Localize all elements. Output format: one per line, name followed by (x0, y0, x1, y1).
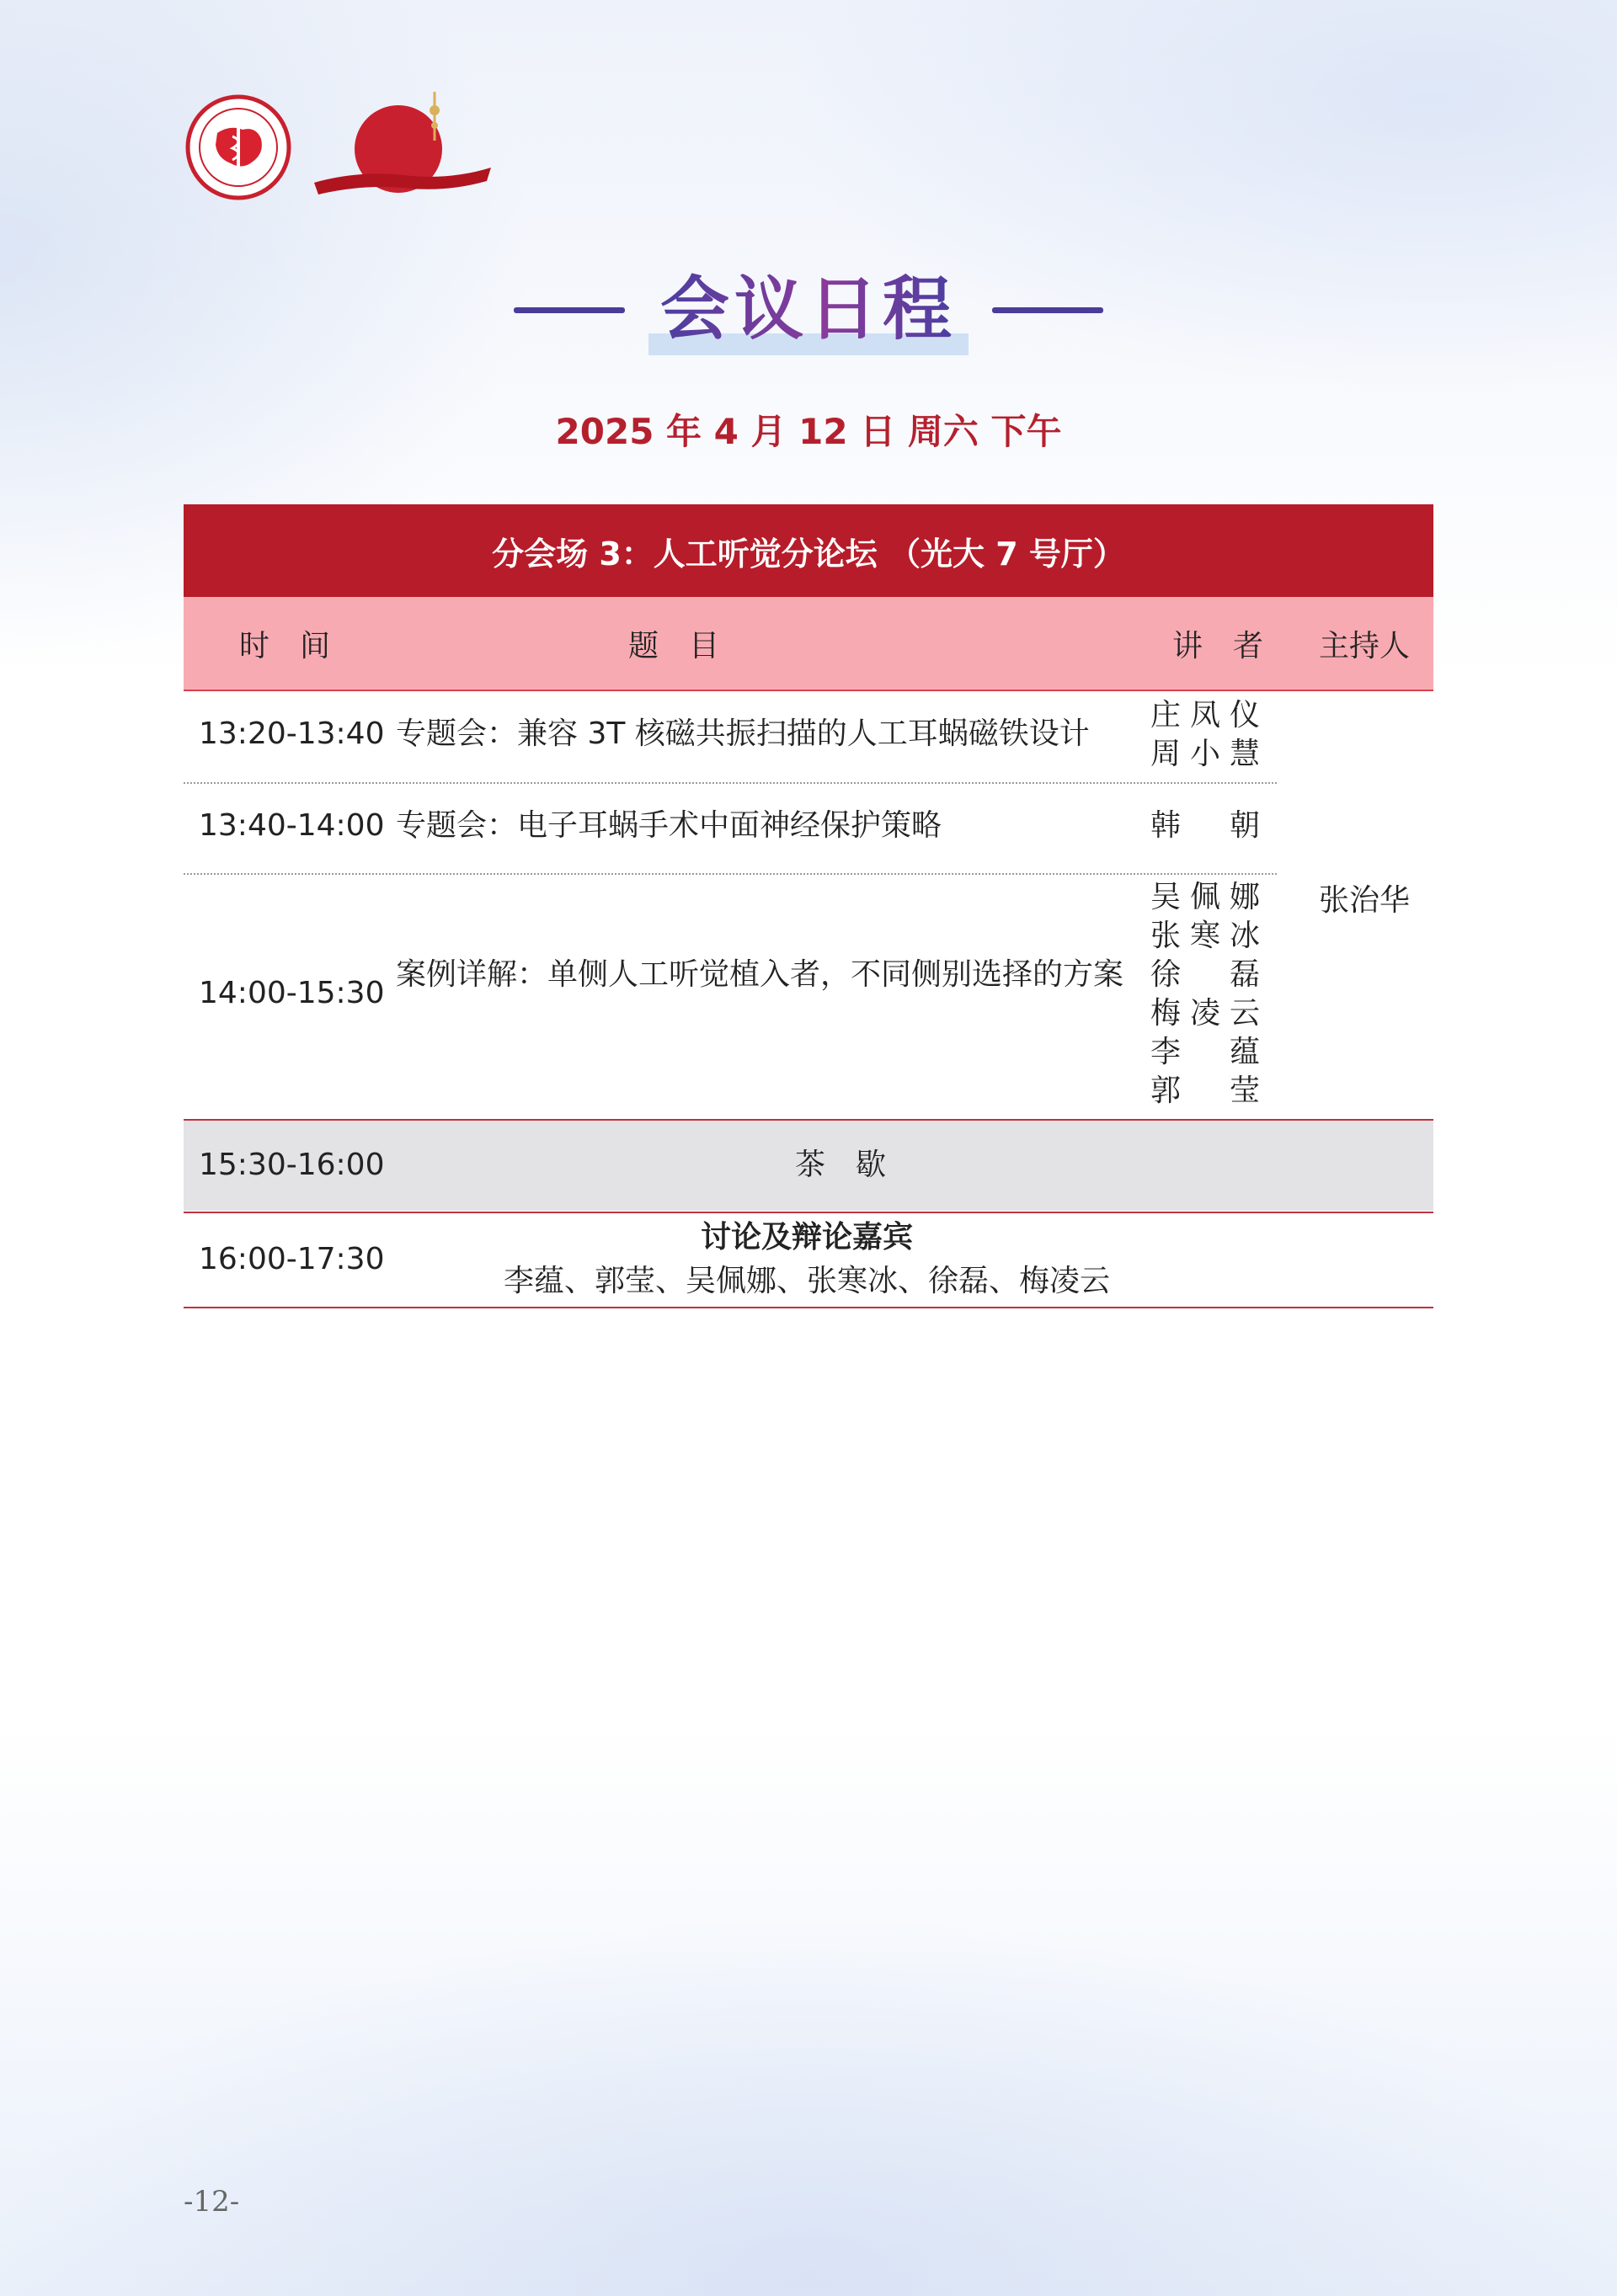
row-3-speaker-1: 吴佩娜 (1150, 880, 1260, 914)
row-divider-red (184, 1119, 1433, 1121)
title-left-rule (514, 307, 625, 313)
schedule-body (184, 691, 1433, 1310)
title-right-rule (992, 307, 1103, 313)
column-header-row (184, 597, 1433, 691)
session-date: 2025 年 4 月 12 日 周六 下午 (555, 411, 1062, 452)
row-2-speaker-1: 韩 朝 (1150, 808, 1260, 843)
table-bottom-rule (184, 1307, 1433, 1308)
row-divider (184, 782, 1277, 784)
row-divider-red (184, 1212, 1433, 1213)
break-label: 茶 歇 (794, 1148, 886, 1182)
row-3-speaker-4: 梅凌云 (1150, 996, 1260, 1031)
discussion-time: 16:00-17:30 (199, 1242, 385, 1276)
row-1-speaker-2: 周小慧 (1150, 737, 1260, 771)
shanghai-medical-association-logo (184, 93, 293, 202)
east-conference-logo (310, 88, 495, 206)
title-box (648, 268, 969, 352)
discussion-title: 讨论及辩论嘉宾 (700, 1220, 913, 1255)
row-divider (184, 873, 1277, 875)
row-3-speaker-3: 徐 磊 (1150, 957, 1260, 992)
host-name: 张治华 (1318, 883, 1410, 918)
page-title-block (0, 268, 1617, 352)
column-header-host: 主持人 (1318, 628, 1410, 663)
break-time: 15:30-16:00 (199, 1148, 385, 1182)
row-3-speaker-2: 张寒冰 (1150, 919, 1260, 953)
page-title: 会议日程 (660, 268, 957, 352)
column-header-time: 时 间 (238, 628, 330, 663)
row-1-speaker-1: 庄凤仪 (1150, 698, 1260, 732)
row-2-time: 13:40-14:00 (199, 808, 385, 843)
row-3-speaker-6: 郭 莹 (1150, 1073, 1260, 1108)
row-3-time: 14:00-15:30 (199, 976, 385, 1010)
row-1-time: 13:20-13:40 (199, 717, 385, 751)
row-3-speaker-5: 李 蕴 (1150, 1035, 1260, 1069)
discussion-guests: 李蕴、郭莹、吴佩娜、张寒冰、徐磊、梅凌云 (503, 1264, 1110, 1298)
column-header-topic: 题 目 (627, 628, 719, 663)
row-3-topic: 案例详解：单侧人工听觉植入者，不同侧别选择的方案 (396, 957, 1124, 992)
row-2-topic: 专题会：电子耳蜗手术中面神经保护策略 (396, 808, 942, 843)
schedule-table (184, 504, 1433, 1310)
column-header-speaker: 讲 者 (1171, 628, 1263, 663)
session-title: 分会场 3：人工听觉分论坛 （光大 7 号厅） (184, 504, 1433, 597)
header-logos (184, 93, 495, 202)
row-1-topic: 专题会：兼容 3T 核磁共振扫描的人工耳蜗磁铁设计 (396, 717, 1090, 751)
page-number: -12- (184, 2185, 240, 2219)
